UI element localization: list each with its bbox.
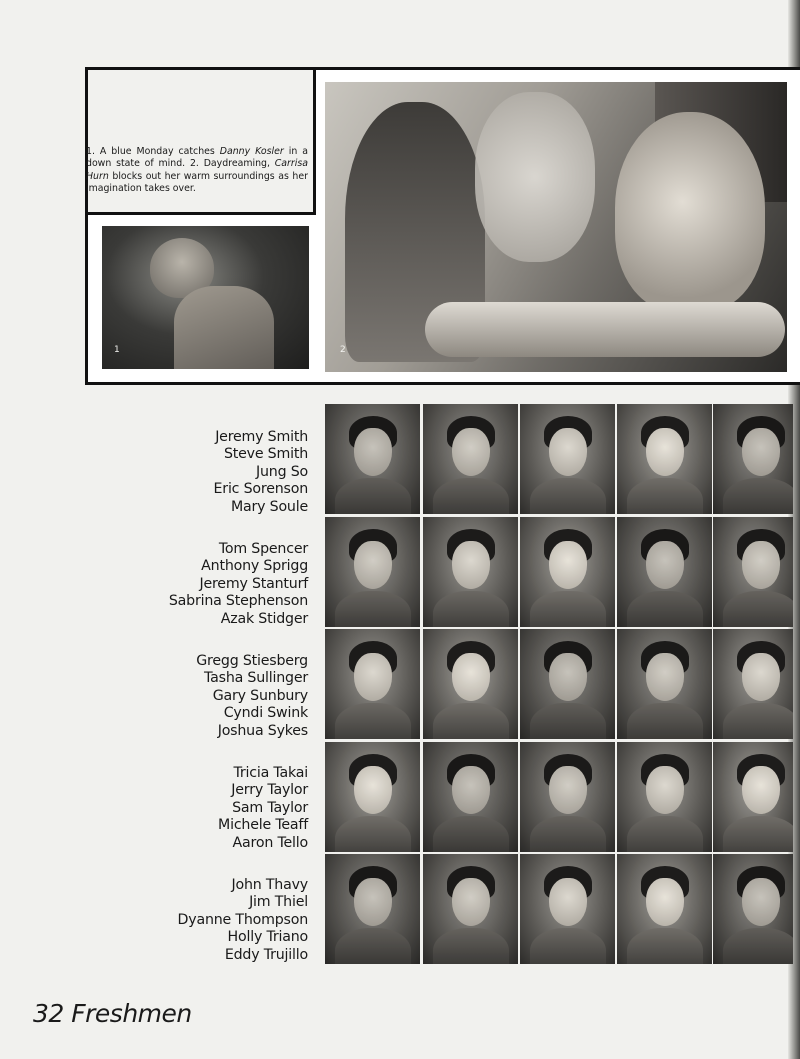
student-name: Sabrina Stephenson <box>168 593 308 610</box>
student-portrait <box>520 517 615 627</box>
student-name: Azak Stidger <box>220 610 308 627</box>
student-name: Michele Teaff <box>218 817 308 834</box>
name-list-row-5 <box>48 877 308 964</box>
photo-number-1: 1 <box>114 345 120 355</box>
student-name: Eddy Trujillo <box>224 946 308 963</box>
student-name: Gregg Stiesberg <box>196 653 308 669</box>
student-name: Sam Taylor <box>232 799 308 816</box>
student-portrait <box>617 404 712 514</box>
student-name: Jerry Taylor <box>231 782 308 799</box>
student-portrait <box>713 404 793 514</box>
student-portrait <box>520 854 615 964</box>
photo-number-2: 2 <box>340 345 346 355</box>
student-portrait <box>325 742 420 852</box>
student-portrait <box>713 854 793 964</box>
student-name: Jeremy Smith <box>215 429 308 445</box>
student-name: Dyanne Thompson <box>177 911 308 928</box>
student-portrait <box>423 404 518 514</box>
student-name: Cyndi Swink <box>223 705 308 722</box>
student-portrait <box>423 629 518 739</box>
name-list-row-2 <box>48 541 308 628</box>
student-portrait <box>423 517 518 627</box>
name-list-row-1 <box>48 429 308 516</box>
student-name: Jeremy Stanturf <box>199 575 308 592</box>
photo-carrisa-hurn <box>325 82 787 372</box>
student-portrait <box>325 517 420 627</box>
student-name: Jung So <box>256 463 308 480</box>
student-portrait <box>325 629 420 739</box>
page-footer: 32 Freshmen <box>33 999 192 1028</box>
student-name: Holly Triano <box>227 929 308 946</box>
student-name: Tricia Takai <box>233 765 308 781</box>
student-name: Eric Sorenson <box>213 481 308 498</box>
student-portrait <box>325 854 420 964</box>
student-name: Gary Sunbury <box>212 687 308 704</box>
student-name: John Thavy <box>231 877 308 893</box>
student-portrait <box>423 854 518 964</box>
student-name: Jim Thiel <box>249 894 308 911</box>
student-portrait <box>617 742 712 852</box>
student-portrait <box>520 629 615 739</box>
student-portrait <box>617 854 712 964</box>
student-portrait <box>520 742 615 852</box>
student-portrait <box>617 517 712 627</box>
student-portrait <box>713 742 793 852</box>
student-name: Tom Spencer <box>218 541 308 557</box>
student-name: Tasha Sullinger <box>204 670 308 687</box>
student-portrait <box>325 404 420 514</box>
student-portrait <box>520 404 615 514</box>
student-name: Steve Smith <box>223 446 308 463</box>
photo-caption: 1. A blue Monday catches Danny Kosler in a down state of mind. 2. Daydreaming, Carrisa Hurn blocks out her warm surroundings as her imagination takes over. <box>86 146 308 195</box>
student-portrait <box>713 517 793 627</box>
student-name: Mary Soule <box>230 498 308 515</box>
student-name: Joshua Sykes <box>217 722 308 739</box>
photo-danny-kosler <box>102 226 309 369</box>
student-portrait <box>713 629 793 739</box>
student-name: Anthony Sprigg <box>201 558 308 575</box>
student-name: Aaron Tello <box>232 834 308 851</box>
name-list-row-3 <box>48 653 308 740</box>
name-list-row-4 <box>48 765 308 852</box>
student-portrait <box>617 629 712 739</box>
student-portrait <box>423 742 518 852</box>
